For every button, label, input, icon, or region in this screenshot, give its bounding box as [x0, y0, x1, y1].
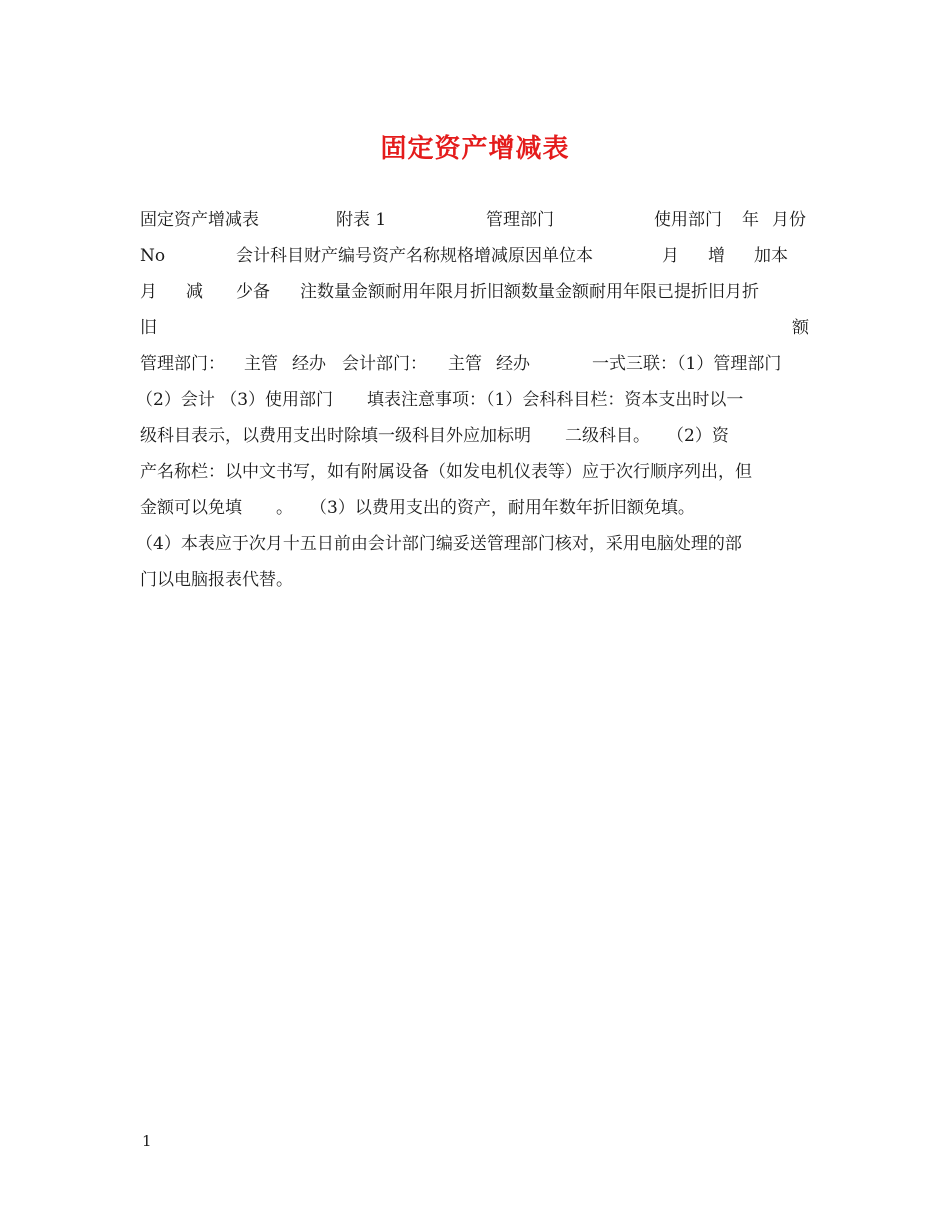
column-less-note: 少备: [236, 282, 270, 302]
notes-line-6-text: （4）本表应于次月十五日前由会计部门编妥送管理部门核对，采用电脑处理的部: [136, 534, 742, 554]
notes-line-5: [140, 490, 812, 526]
column-add-this: 加本: [754, 246, 788, 266]
usage-dept-label: 使用部门: [654, 210, 722, 230]
notes-handler-1: 经办: [292, 354, 326, 374]
notes-line-2: [136, 382, 812, 418]
column-fields: 会计科目财产编号资产名称规格增减原因单位本: [236, 246, 593, 266]
form-name: 固定资产增减表: [140, 210, 259, 230]
notes-supervisor-1: 主管: [244, 354, 278, 374]
header-row: [140, 202, 812, 238]
notes-line-3-text: 级科目表示，以费用支出时除填一级科目外应加标明 二级科目。 （2）资: [140, 426, 729, 446]
column-month: 月: [662, 246, 679, 266]
column-fields-2: 注数量金额耐用年限月折旧额数量金额耐用年限已提折旧月折: [300, 282, 759, 302]
column-no: No: [140, 246, 166, 266]
column-jiu: 旧: [140, 318, 157, 338]
page-number: 1: [142, 1132, 152, 1150]
notes-line-4: [140, 454, 812, 490]
document-title: 固定资产增减表: [380, 134, 570, 164]
year-label: 年: [742, 210, 759, 230]
notes-line-5-text: 金额可以免填 。 （3）以费用支出的资产，耐用年数年折旧额免填。: [140, 498, 695, 518]
attachment-label: 附表 1: [336, 210, 387, 230]
notes-line-7-text: 门以电脑报表代替。: [140, 570, 293, 590]
column-reduce: 减: [186, 282, 203, 302]
notes-line-4-text: 产名称栏：以中文书写，如有附属设备（如发电机仪表等）应于次行顺序列出，但: [140, 462, 752, 482]
notes-line-1: [140, 346, 812, 382]
columns-row-1: [140, 238, 812, 274]
columns-row-2: [140, 274, 812, 310]
notes-triplicate: 一式三联：（1）管理部门: [592, 354, 782, 374]
management-dept-label: 管理部门: [486, 210, 554, 230]
notes-supervisor-2: 主管: [448, 354, 482, 374]
column-e: 额: [792, 318, 809, 338]
notes-handler-2: 经办: [496, 354, 530, 374]
column-month-2: 月: [140, 282, 157, 302]
notes-line-6: [136, 526, 812, 562]
document-body: [136, 202, 812, 598]
columns-row-3: [140, 310, 812, 346]
notes-line-7: [140, 562, 812, 598]
column-increase: 增: [708, 246, 725, 266]
month-label: 月份: [772, 210, 806, 230]
notes-mgmt-dept: 管理部门：: [140, 354, 225, 374]
notes-line-3: [140, 418, 812, 454]
notes-acct-dept: 会计部门：: [342, 354, 427, 374]
notes-line-2-text: （2）会计 （3）使用部门 填表注意事项：（1）会科科目栏：资本支出时以一: [136, 390, 744, 410]
